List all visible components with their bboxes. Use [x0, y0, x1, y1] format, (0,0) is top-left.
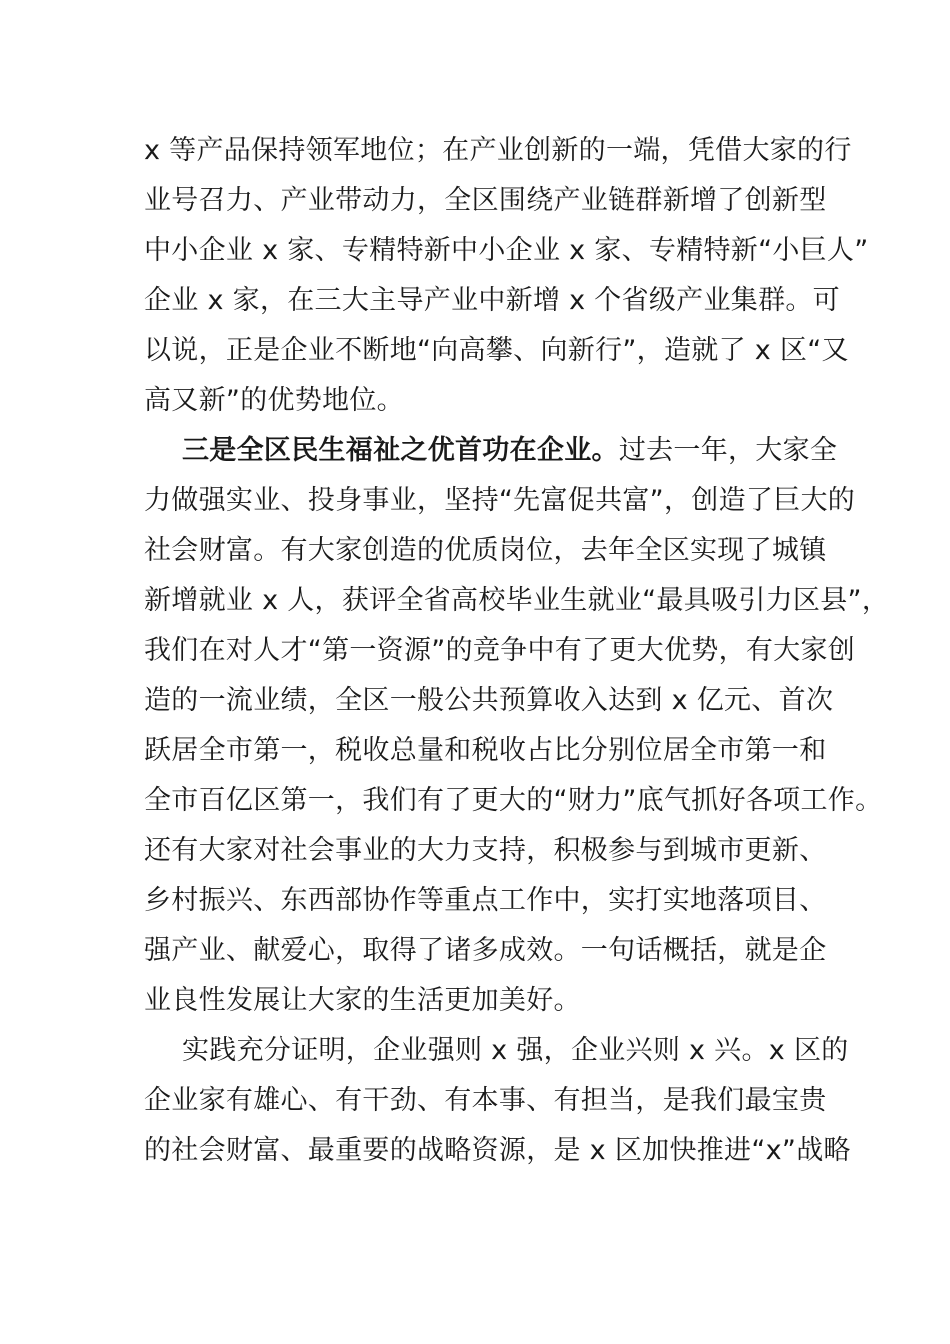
text-line: 以说，正是企业不断地“向高攀、向新行”，造就了 x 区“又: [144, 335, 849, 366]
text-line: 业良性发展让大家的生活更加美好。: [144, 985, 581, 1016]
text-line: 社会财富。有大家创造的优质岗位，去年全区实现了城镇: [144, 535, 827, 566]
text-line: 企业 x 家，在三大主导产业中新增 x 个省级产业集群。可: [144, 285, 840, 316]
text-line-first: [144, 426, 838, 476]
paragraph-2: [144, 426, 890, 1026]
text-line: 新增就业 x 人，获评全省高校毕业生就业“最具吸引力区县”，: [144, 585, 890, 616]
text-line: 强产业、献爱心，取得了诸多成效。一句话概括，就是企: [144, 935, 827, 966]
text-line: 业号召力、产业带动力，全区围绕产业链群新增了创新型: [144, 185, 827, 216]
document-body: [144, 126, 890, 1176]
text-line: 力做强实业、投身事业，坚持“先富促共富”，创造了巨大的: [144, 485, 856, 516]
paragraph-lead-heading: 三是全区民生福祉之优首功在企业。: [182, 435, 619, 466]
text-line: 我们在对人才“第一资源”的竞争中有了更大优势，有大家创: [144, 635, 856, 666]
text-line: 造的一流业绩，全区一般公共预算收入达到 x 亿元、首次: [144, 685, 834, 716]
paragraph-3: [144, 1026, 851, 1176]
text-line: 乡村振兴、东西部协作等重点工作中，实打实地落项目、: [144, 885, 827, 916]
text-line-first: 实践充分证明，企业强则 x 强，企业兴则 x 兴。x 区的: [182, 1035, 849, 1066]
text-line: 高又新”的优势地位。: [144, 385, 404, 416]
text-line: 中小企业 x 家、专精特新中小企业 x 家、专精特新“小巨人”: [144, 235, 869, 266]
text-line: 全市百亿区第一，我们有了更大的“财力”底气抓好各项工作。: [144, 785, 883, 816]
text-fragment: 过去一年，大家全: [618, 435, 838, 466]
text-line: 的社会财富、最重要的战略资源，是 x 区加快推进“x”战略: [144, 1135, 851, 1166]
text-line: x 等产品保持领军地位；在产业创新的一端，凭借大家的行: [144, 135, 852, 166]
text-line: 企业家有雄心、有干劲、有本事、有担当，是我们最宝贵: [144, 1085, 827, 1116]
paragraph-1: [144, 126, 869, 426]
text-line: 跃居全市第一，税收总量和税收占比分别位居全市第一和: [144, 735, 827, 766]
text-line: 还有大家对社会事业的大力支持，积极参与到城市更新、: [144, 835, 827, 866]
